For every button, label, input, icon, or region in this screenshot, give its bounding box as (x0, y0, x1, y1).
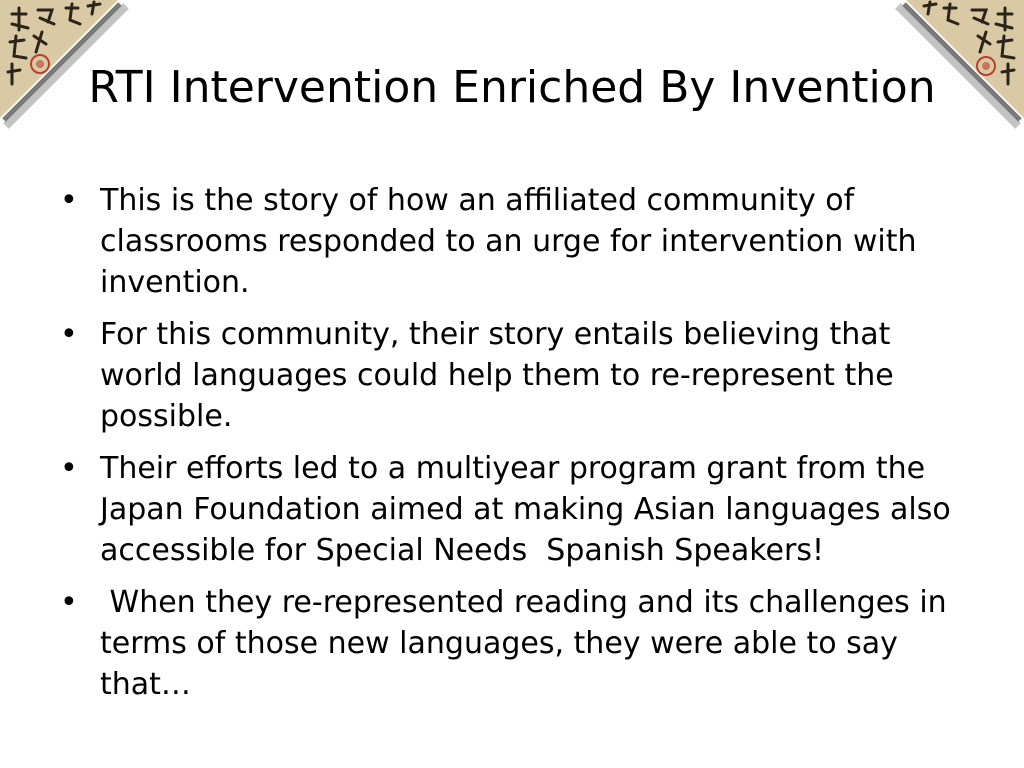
bullet-dot-icon: • (60, 585, 78, 620)
bullet-item (56, 180, 976, 303)
bullet-dot-icon: • (60, 183, 78, 218)
bullet-list (56, 180, 976, 716)
bullet-item (56, 582, 976, 705)
bullet-item (56, 314, 976, 437)
slide-title: RTI Intervention Enriched By Invention (88, 62, 936, 113)
bullet-item (56, 448, 976, 571)
bullet-text: When they re-represented reading and its challenges in terms of those new languages, they were able to say that… (100, 585, 957, 702)
bullet-text: This is the story of how an affiliated community of classrooms responded to an urge for intervention with invention. (100, 183, 927, 300)
bullet-dot-icon: • (60, 451, 78, 486)
bullet-text: For this community, their story entails believing that world languages could help them to re-represent the possible. (100, 317, 904, 434)
bullet-text: Their efforts led to a multiyear program grant from the Japan Foundation aimed at making Asian languages also accessible for Special Needs Spanish Speakers! (100, 451, 961, 568)
bullet-dot-icon: • (60, 317, 78, 352)
